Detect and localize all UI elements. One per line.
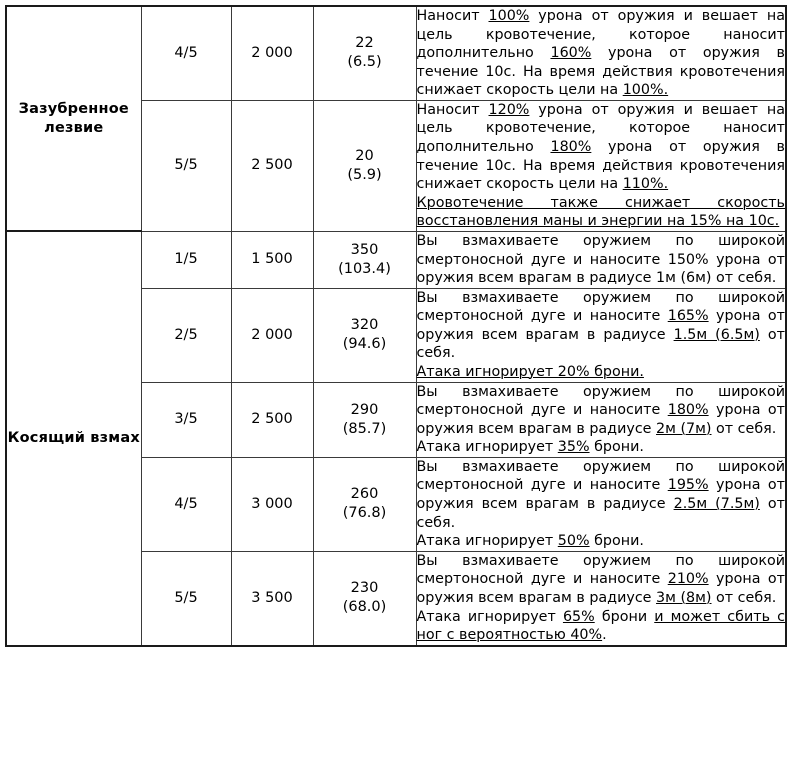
skill-cost-cell: 3 500 [231,551,313,645]
description-text: Атака игнорирует [416,608,563,625]
highlighted-text: 65% [562,608,595,625]
description-paragraph [417,458,786,532]
highlighted-text: 100% [488,8,530,24]
description-paragraph [417,608,786,645]
description-text: от себя. [416,326,785,362]
skill-cooldown-cell [313,457,416,551]
description-text: от себя. [711,420,777,437]
highlighted-text: 180% [667,402,709,419]
skill-name-cell: Косящий взмах [6,231,141,645]
skill-cost-cell: 3 000 [231,457,313,551]
skill-cost-cell: 2 000 [231,6,313,100]
description-text: Вы взмахиваете оружием по широкой смертоносной дуге и наносите [416,383,785,419]
description-text: урона от оружия в течение 10с. На время действия кровотечения снижает скорость цели на [416,45,785,99]
description-text: от себя. [711,589,777,606]
skill-rank-cell: 5/5 [141,100,231,231]
description-paragraph [417,7,786,100]
highlighted-text: 210% [667,571,709,588]
cooldown-secondary-value: (5.9) [347,166,382,183]
description-text: брони [594,608,655,625]
cooldown-primary-value: 260 [350,486,379,503]
cooldown-primary-value: 290 [350,401,379,418]
skill-cooldown-cell [313,382,416,457]
highlighted-text: 165% [667,308,709,325]
skill-rank-cell: 5/5 [141,551,231,645]
skill-rank-cell: 4/5 [141,457,231,551]
cooldown-secondary-value: (76.8) [342,505,387,522]
cooldown-primary-value: 320 [350,316,379,333]
description-paragraph [417,532,786,551]
skill-description-cell [416,231,786,288]
description-text: урона от оружия всем врагам в радиусе [416,571,785,606]
description-paragraph [417,289,786,363]
description-text: Атака игнорирует [416,533,558,550]
highlighted-text: Атака игнорирует 20% брони. [416,363,644,380]
description-text: Наносит [416,101,489,118]
highlighted-text: 195% [667,477,709,494]
cooldown-primary-value: 20 [355,147,374,164]
skill-description-cell [416,382,786,457]
skill-description-cell [416,551,786,645]
description-text: урона от оружия и вешает на цель кровотечение, которое наносит дополнительно [416,101,785,156]
description-paragraph [417,383,786,439]
description-text: урона от оружия в течение 10с. На время действия кровотечения снижает скорость цели на [416,139,785,193]
description-paragraph [417,101,786,194]
description-text: урона от оружия всем врагам в радиусе [416,402,785,437]
description-text: брони. [589,533,644,550]
description-text: Вы взмахиваете оружием по широкой смертоносной дуге и наносите [416,289,785,325]
description-text: Вы взмахиваете оружием по широкой смертоносной дуге и наносите [416,458,785,494]
skill-description-cell [416,6,786,100]
description-text: брони. [589,439,644,456]
skill-description-cell [416,288,786,382]
description-text: Вы взмахиваете оружием по широкой смертоносной дуге и наносите [416,552,785,588]
description-text: Наносит [416,8,489,24]
highlighted-text: 100%. [622,82,669,99]
skill-cooldown-cell [313,288,416,382]
skill-description-cell [416,457,786,551]
highlighted-text: 1.5м (6.5м) [673,326,760,343]
skill-cooldown-cell [313,231,416,288]
description-text: Атака игнорирует [416,439,558,456]
skill-rank-cell: 4/5 [141,6,231,100]
skill-table-body [6,6,786,646]
skill-cost-cell: 2 500 [231,382,313,457]
skill-cost-cell: 1 500 [231,231,313,288]
highlighted-text: 180% [550,139,592,156]
description-text: урона от оружия всем врагам в радиусе [416,308,785,343]
cooldown-secondary-value: (68.0) [342,599,387,616]
skill-rank-cell: 2/5 [141,288,231,382]
skill-cooldown-cell [313,551,416,645]
description-text: от себя. [416,496,785,531]
cooldown-secondary-value: (85.7) [342,420,387,437]
description-text: урона от оружия и вешает на цель кровотечение, которое наносит дополнительно [416,8,785,62]
skill-cost-cell: 2 500 [231,100,313,231]
highlighted-text: 2м (7м) [656,420,712,437]
skill-rank-cell: 1/5 [141,231,231,288]
skill-cost-cell: 2 000 [231,288,313,382]
description-paragraph [417,232,786,288]
skill-description-cell [416,100,786,231]
highlighted-text: 3м (8м) [656,589,712,606]
highlighted-text: и может сбить с ног с вероятностью 40% [416,608,786,644]
cooldown-primary-value: 230 [350,580,379,597]
description-text: . [602,627,607,644]
highlighted-text: 50% [557,533,590,550]
cooldown-secondary-value: (94.6) [342,336,387,353]
table-row [6,231,786,288]
highlighted-text: 110%. [622,176,669,193]
skill-rank-cell: 3/5 [141,382,231,457]
description-paragraph [417,194,786,231]
description-paragraph [417,438,786,457]
highlighted-text: 160% [550,45,592,62]
skill-cooldown-cell [313,6,416,100]
table-row [6,6,786,100]
cooldown-primary-value: 350 [350,241,379,258]
highlighted-text: Кровотечение также снижает скорость восстановления маны и энергии на 15% на 10с. [416,194,785,230]
cooldown-primary-value: 22 [355,35,374,52]
skill-table [5,5,787,647]
cooldown-secondary-value: (103.4) [338,260,391,277]
highlighted-text: 120% [488,101,530,118]
description-paragraph [417,363,786,382]
highlighted-text: 35% [557,439,590,456]
skill-name-cell: Зазубренное лезвие [6,6,141,231]
highlighted-text: 2.5м (7.5м) [673,496,760,513]
cooldown-secondary-value: (6.5) [347,54,382,71]
description-paragraph [417,552,786,608]
description-text: урона от оружия всем врагам в радиусе [416,477,785,513]
skill-cooldown-cell [313,100,416,231]
description-text: Вы взмахиваете оружием по широкой смертоносной дуге и наносите 150% урона от оружия всем врагам в радиусе 1м (6м) от себя. [416,232,785,287]
